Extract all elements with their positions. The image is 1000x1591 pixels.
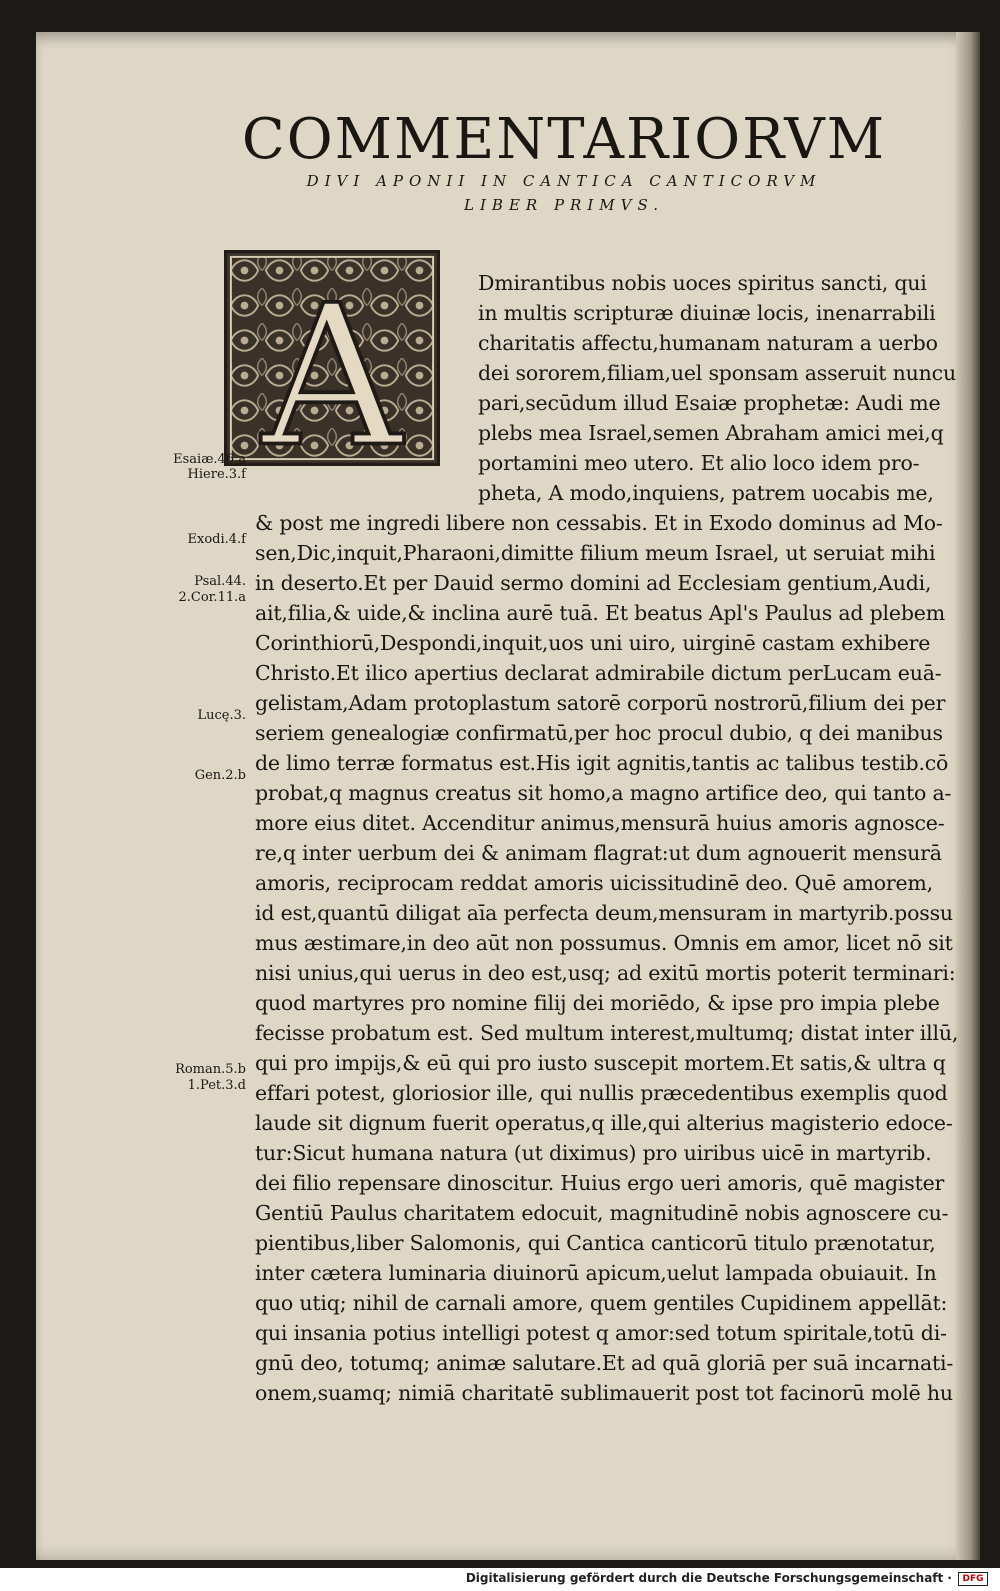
text-line: effari potest, gloriosior ille, qui nullis præcedentibus exemplis quod: [255, 1081, 948, 1105]
initial-letter: A: [261, 263, 403, 463]
text-line: Corinthiorū,Despondi,inquit,uos uni uiro, uirginē castam exhibere: [255, 631, 931, 655]
text-line: onem,suamq; nimiā charitatē sublimauerit post tot facinorū molē hu: [255, 1381, 953, 1405]
page-subtitle: DIVI APONII IN CANTICA CANTICORVM: [306, 172, 822, 190]
funding-notice: Digitalisierung gefördert durch die Deutsche Forschungsgemeinschaft ·: [465, 1571, 952, 1585]
margin-reference: Lucę.3.: [197, 708, 246, 723]
margin-reference: Esaiæ.46.a: [173, 452, 246, 467]
text-line: Dmirantibus nobis uoces spiritus sancti, qui: [478, 271, 927, 295]
text-line: Christo.Et ilico apertius declarat admirabile dictum perLucam euā-: [255, 661, 942, 685]
margin-reference: Gen.2.b: [194, 768, 246, 783]
text-line: quo utiq; nihil de carnali amore, quem gentiles Cupidinem appellāt:: [255, 1291, 948, 1315]
text-line: mus æstimare,in deo aūt non possumus. Omnis em amor, licet nō sit: [255, 931, 953, 955]
initial-ornament: [227, 253, 437, 463]
text-line: sen,Dic,inquit,Pharaoni,dimitte filium meum Israel, ut seruiat mihi: [255, 541, 936, 565]
text-line: plebs mea Israel,semen Abraham amici mei,q: [478, 421, 944, 445]
text-line: & post me ingredi libere non cessabis. Et in Exodo dominus ad Mo-: [255, 511, 943, 535]
text-line: dei sororem,filiam,uel sponsam asseruit nuncu: [478, 361, 956, 385]
text-line: qui insania potius intelligi potest q amor:sed totum spiritale,totū di-: [255, 1321, 947, 1345]
text-line: gnū deo, totumq; animæ salutare.Et ad quā gloriā per suā incarnati-: [255, 1351, 954, 1375]
text-line: probat,q magnus creatus sit homo,a magno artifice deo, qui tanto a-: [255, 781, 952, 805]
margin-reference: 1.Pet.3.d: [187, 1078, 246, 1093]
text-line: re,q inter uerbum dei & animam flagrat:ut dum agnouerit mensurā: [255, 841, 942, 865]
text-line: tur:Sicut humana natura (ut diximus) pro uiribus uicē in martyrib.: [255, 1141, 932, 1165]
text-line: fecisse probatum est. Sed multum interest,multumq; distat inter illū,: [255, 1021, 959, 1045]
page-title: COMMENTARIORVM: [241, 107, 887, 172]
margin-reference: 2.Cor.11.a: [178, 590, 246, 605]
margin-reference: Hiere.3.f: [187, 467, 246, 482]
text-line: pientibus,liber Salomonis, qui Cantica canticorū titulo prænotatur,: [255, 1231, 936, 1255]
decorated-initial: [224, 250, 440, 466]
margin-reference: Roman.5.b: [175, 1062, 246, 1077]
text-line: amoris, reciprocam reddat amoris uicissitudinē deo. Quē amorem,: [255, 871, 933, 895]
text-line: seriem genealogiæ confirmatū,per hoc procul dubio, q dei manibus: [255, 721, 943, 745]
text-line: inter cætera luminaria diuinorū apicum,uelut lampada obuiauit. In: [255, 1261, 937, 1285]
text-line: portamini meo utero. Et alio loco idem pro-: [478, 451, 920, 475]
text-line: Gentiū Paulus charitatem edocuit, magnitudinē nobis agnoscere cu-: [255, 1201, 949, 1225]
text-line: in multis scripturæ diuinæ locis, inenarrabili: [478, 301, 936, 325]
footer-bar: [0, 1568, 1000, 1591]
text-line: id est,quantū diligat aīa perfecta deum,mensuram in martyrib.possu: [255, 901, 953, 925]
text-line: pheta, A modo,inquiens, patrem uocabis me,: [478, 481, 934, 505]
margin-reference: Exodi.4.f: [187, 532, 246, 547]
text-line: nisi unius,qui uerus in deo est,usq; ad exitū mortis poterit terminari:: [255, 961, 956, 985]
page-gutter-shadow: [956, 32, 980, 1560]
text-line: pari,secūdum illud Esaiæ prophetæ: Audi me: [478, 391, 941, 415]
text-line: quod martyres pro nomine filij dei moriēdo, & ipse pro impia plebe: [255, 991, 940, 1015]
book-label: LIBER PRIMVS.: [464, 196, 664, 214]
text-line: gelistam,Adam protoplastum satorē corporū nostrorū,filium dei per: [255, 691, 946, 715]
text-line: qui pro impijs,& eū qui pro iusto suscepit mortem.Et satis,& ultra q: [255, 1051, 946, 1075]
text-line: de limo terræ formatus est.His igit agnitis,tantis ac talibus testib.cō: [255, 751, 949, 775]
text-line: ait,filia,& uide,& inclina aurē tuā. Et beatus Apl's Paulus ad plebem: [255, 601, 945, 625]
margin-reference: Psal.44.: [194, 574, 246, 589]
text-line: laude sit dignum fuerit operatus,q ille,qui alterius magisterio edoce-: [255, 1111, 953, 1135]
text-line: charitatis affectu,humanam naturam a uerbo: [478, 331, 938, 355]
dfg-logo: DFG: [958, 1572, 988, 1586]
text-line: more eius ditet. Accenditur animus,mensurā huius amoris agnosce-: [255, 811, 945, 835]
text-line: dei filio repensare dinoscitur. Huius ergo ueri amoris, quē magister: [255, 1171, 945, 1195]
text-line: in deserto.Et per Dauid sermo domini ad Ecclesiam gentium,Audi,: [255, 571, 932, 595]
